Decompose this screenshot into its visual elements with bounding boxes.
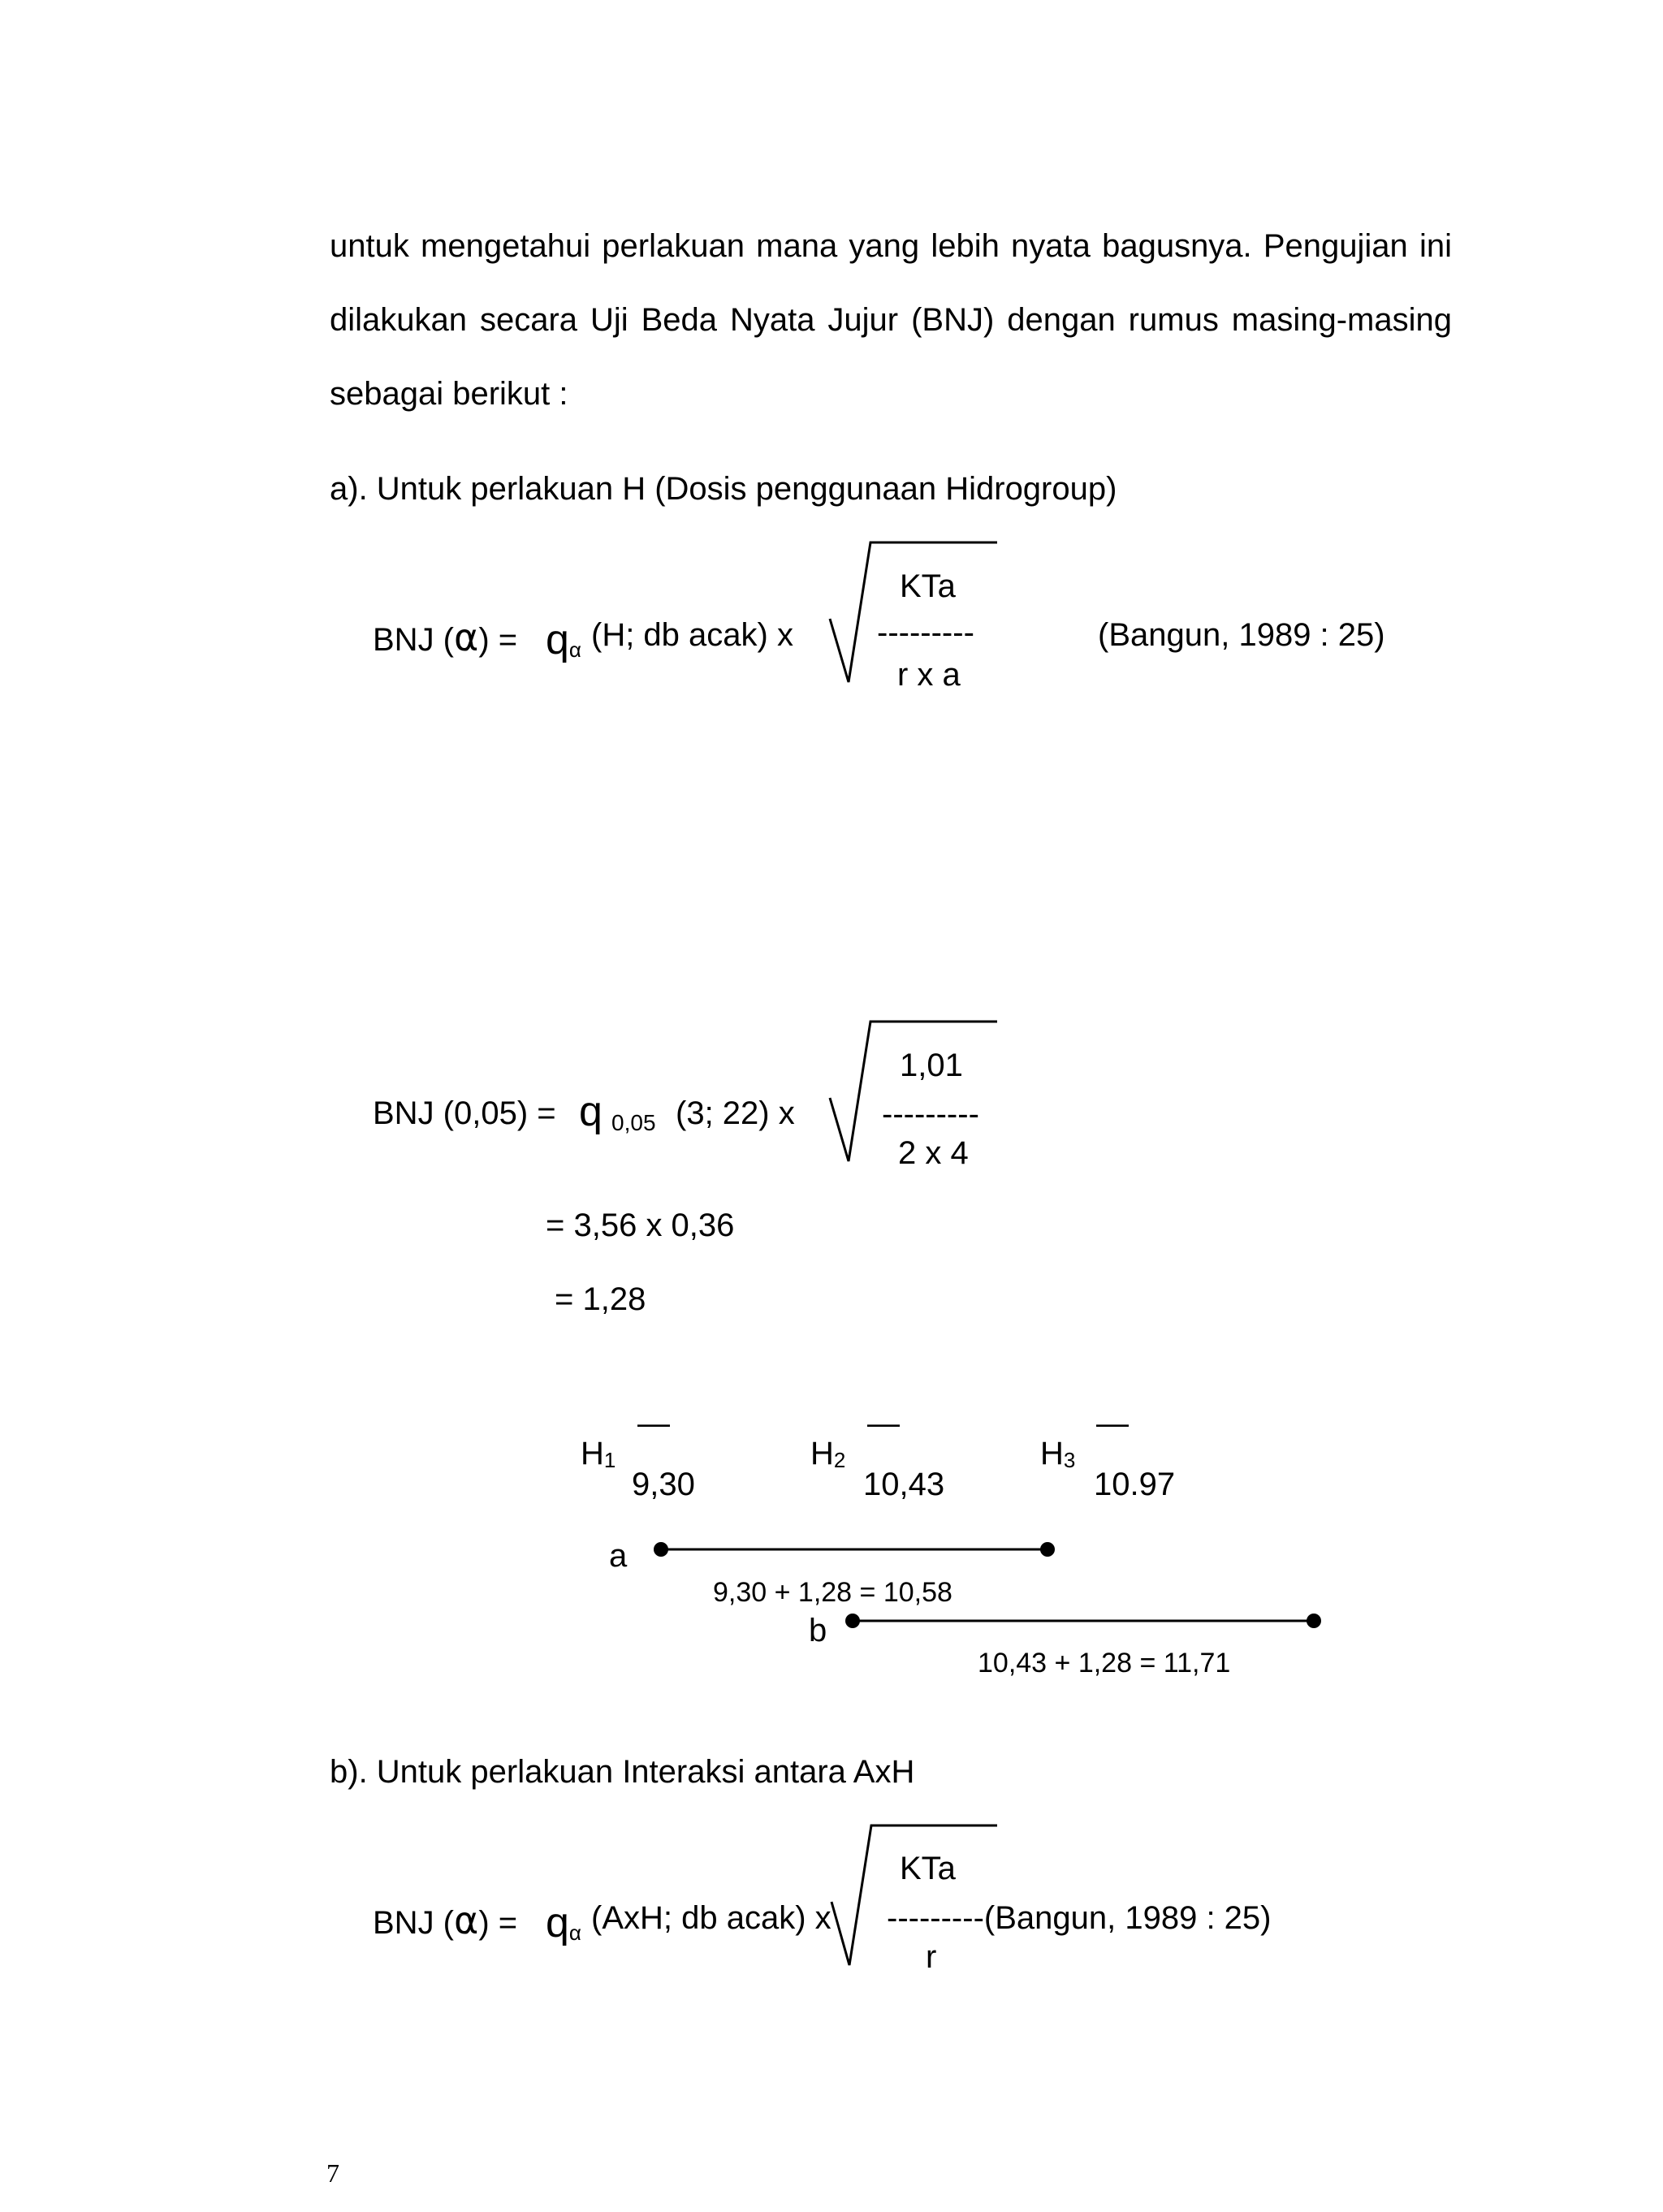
mean-label-h2-sub: 2: [833, 1448, 846, 1472]
formula-b-q-symbol: q: [546, 1899, 569, 1946]
mean-bar-h3: —: [1096, 1406, 1129, 1441]
formula-a-dashes: ---------: [877, 615, 974, 650]
mean-label-h1-letter: H: [581, 1436, 604, 1471]
section-b-heading: b). Untuk perlakuan Interaksi antara AxH: [330, 1754, 915, 1790]
calc-args: (3; 22) x: [676, 1095, 795, 1131]
mean-bar-h1: —: [637, 1406, 670, 1441]
formula-a-args: (H; db acak) x: [591, 617, 793, 653]
formula-a-denominator: r x a: [897, 657, 961, 693]
range-b-end-dot: [1307, 1614, 1321, 1628]
formula-a-q-sub: α: [568, 637, 581, 662]
formula-a-citation: (Bangun, 1989 : 25): [1098, 617, 1385, 653]
radical-sign-b: [832, 1825, 997, 1965]
calc-lhs: BNJ (0,05) =: [373, 1095, 556, 1131]
calc-q-sub: 0,05: [611, 1110, 656, 1135]
intro-line-2: dilakukan secara Uji Beda Nyata Jujur (BNJ) dengan rumus masing-masing: [330, 302, 1452, 338]
formula-a-lhs-prefix: BNJ (: [373, 622, 454, 658]
formula-b-lhs-suffix: ) =: [478, 1905, 518, 1941]
intro-line-1: untuk mengetahui perlakuan mana yang lebih nyata bagusnya. Pengujian ini: [330, 228, 1452, 264]
calc-step-1: = 3,56 x 0,36: [546, 1208, 735, 1243]
calc-step-2: = 1,28: [555, 1281, 646, 1317]
formula-a-alpha: α: [454, 616, 479, 659]
intro-line-3: sebagai berikut :: [330, 376, 568, 412]
calc-denominator: 2 x 4: [898, 1135, 969, 1171]
mean-value-h2: 10,43: [863, 1467, 945, 1502]
radical-sign-a: [830, 542, 997, 682]
mean-label-h3-letter: H: [1040, 1436, 1064, 1471]
radical-sign-calc: [830, 1022, 997, 1161]
formula-b-q-sub: α: [568, 1920, 581, 1945]
formula-b-numerator: KTa: [900, 1851, 956, 1886]
mean-label-h3-sub: 3: [1063, 1448, 1076, 1472]
mean-label-h2-letter: H: [810, 1436, 834, 1471]
range-a-end-dot: [1040, 1542, 1055, 1557]
mean-value-h3: 10.97: [1094, 1467, 1176, 1502]
formula-b-dashes-citation: ---------(Bangun, 1989 : 25): [887, 1900, 1272, 1936]
page-number: 7: [326, 2158, 339, 2188]
formula-b-denominator: r: [926, 1939, 937, 1975]
formula-b-lhs-prefix: BNJ (: [373, 1905, 454, 1941]
formula-b-args: (AxH; db acak) x: [591, 1900, 832, 1936]
range-b-start-dot: [845, 1614, 860, 1628]
range-a-letter: a: [609, 1538, 628, 1574]
range-a-calc: 9,30 + 1,28 = 10,58: [713, 1577, 952, 1608]
formula-b-alpha: α: [454, 1899, 479, 1942]
formula-a-numerator: KTa: [900, 568, 956, 604]
range-b-letter: b: [809, 1613, 827, 1648]
calc-numerator: 1,01: [900, 1048, 963, 1083]
mean-label-h1-sub: 1: [603, 1448, 616, 1472]
formula-a-q-symbol: q: [546, 616, 569, 663]
calc-dashes: ---------: [882, 1096, 979, 1132]
calc-q-symbol: q: [579, 1088, 603, 1135]
range-b-calc: 10,43 + 1,28 = 11,71: [978, 1648, 1231, 1678]
range-a-start-dot: [654, 1542, 668, 1557]
mean-bar-h2: —: [867, 1406, 900, 1441]
section-a-heading: a). Untuk perlakuan H (Dosis penggunaan Hidrogroup): [330, 471, 1117, 507]
formula-a-lhs-suffix: ) =: [478, 622, 518, 658]
mean-value-h1: 9,30: [632, 1467, 695, 1502]
